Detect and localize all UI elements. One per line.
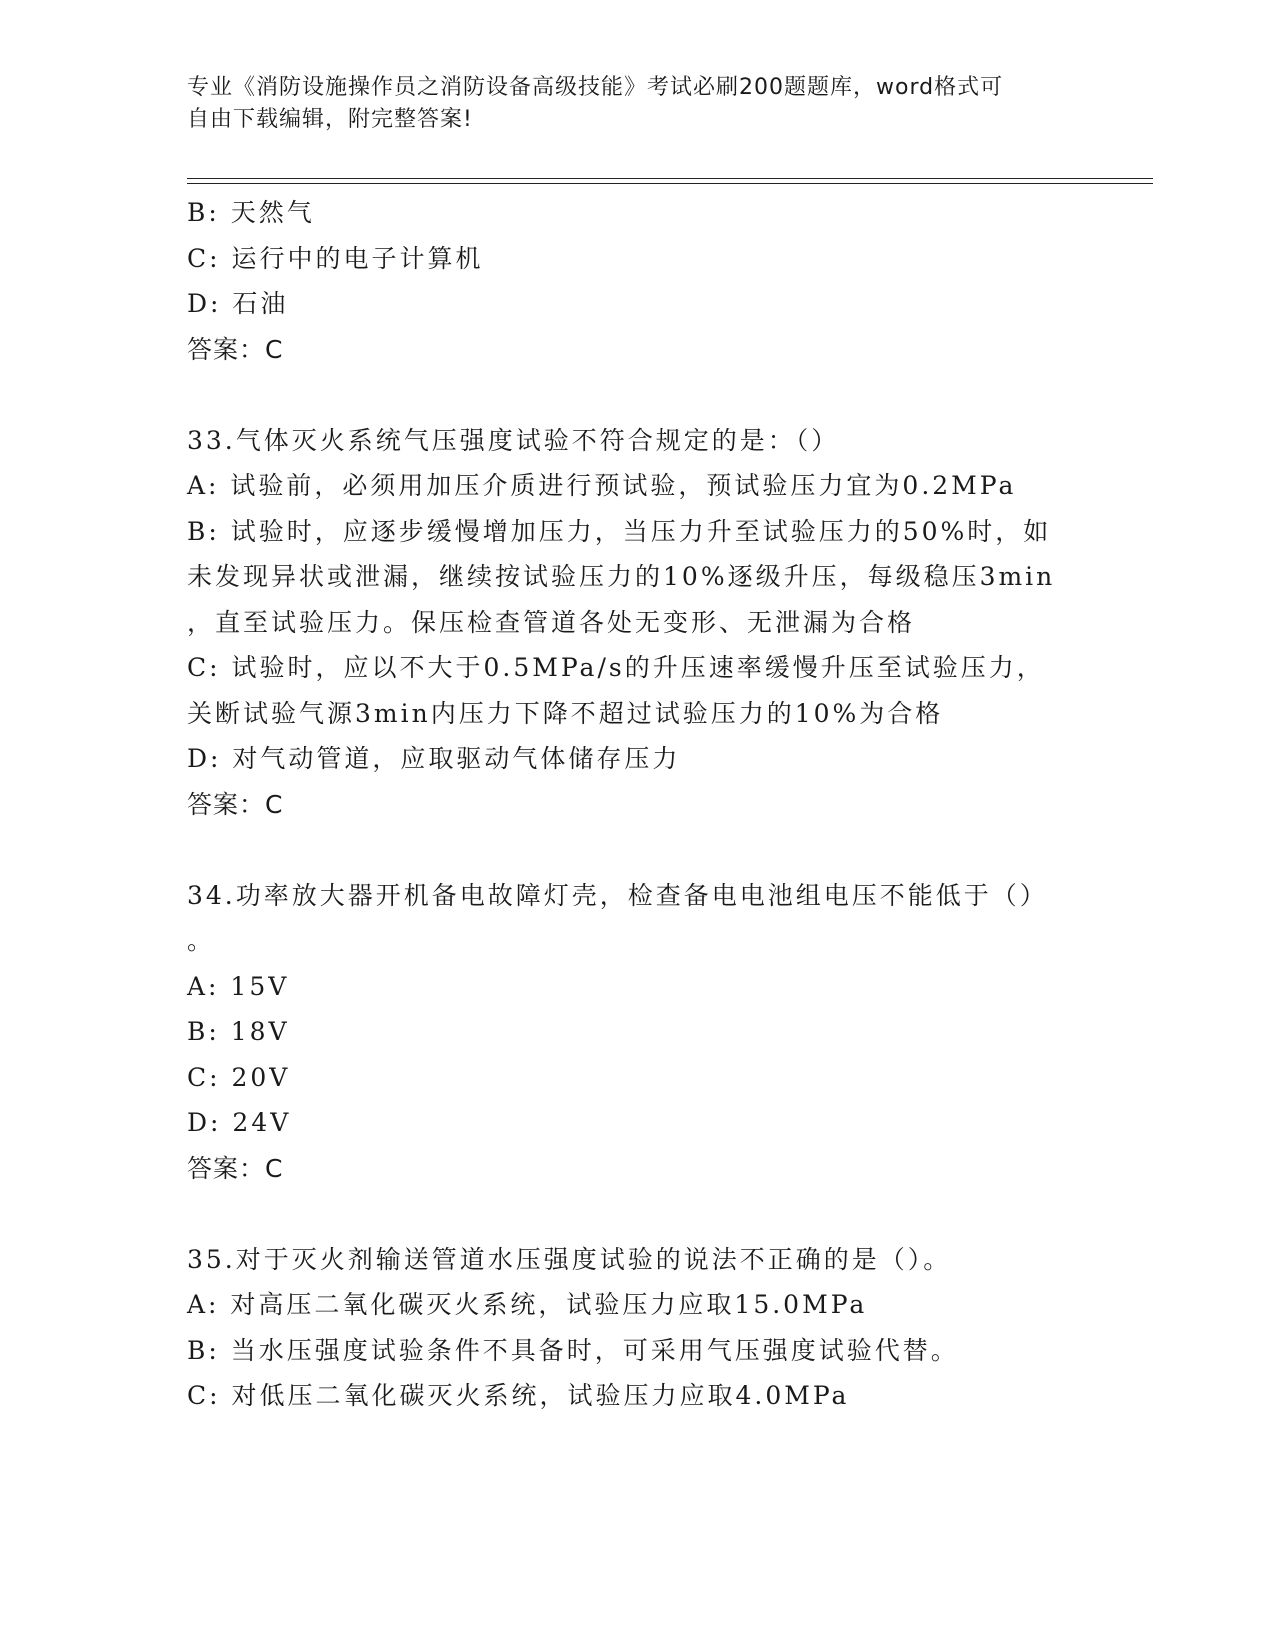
option-b-line-3: ，直至试验压力。保压检查管道各处无变形、无泄漏为合格 — [187, 607, 916, 637]
option-d: D: 24V — [187, 1108, 292, 1137]
question-34 — [187, 873, 1087, 1192]
option-c: C: 20V — [187, 1062, 291, 1092]
question-32 — [187, 190, 1087, 372]
question-stem: 35.对于灭火剂输送管道水压强度试验的说法不正确的是（）。 — [187, 1244, 952, 1274]
document-header — [187, 72, 1067, 136]
option-d: D: 石油 — [187, 289, 289, 318]
question-stem-line-2: 。 — [187, 926, 216, 955]
option-a: A: 15V — [187, 971, 290, 1001]
spacer — [187, 372, 1087, 418]
question-list — [187, 190, 1087, 1419]
question-stem: 33.气体灭火系统气压强度试验不符合规定的是：（） — [187, 425, 840, 455]
question-35 — [187, 1237, 1087, 1419]
header-divider-top — [187, 178, 1153, 179]
option-c-line-1: C: 试验时，应以不大于0.5MPa/s的升压速率缓慢升压至试验压力， — [187, 653, 1045, 682]
answer: 答案：C — [187, 1153, 284, 1183]
header-divider-bottom — [187, 183, 1153, 184]
option-b-line-1: B: 试验时，应逐步缓慢增加压力，当压力升至试验压力的50%时，如 — [187, 516, 1052, 546]
option-b-line-2: 未发现异状或泄漏，继续按试验压力的10%逐级升压，每级稳压3min — [187, 562, 1056, 591]
option-b: B: 18V — [187, 1017, 290, 1046]
question-stem-line-1: 34.功率放大器开机备电故障灯壳，检查备电电池组电压不能低于（） — [187, 880, 1048, 910]
option-b: B: 天然气 — [187, 198, 315, 227]
option-a: A: 对高压二氧化碳灭火系统，试验压力应取15.0MPa — [187, 1290, 868, 1319]
option-d: D: 对气动管道，应取驱动气体储存压力 — [187, 744, 681, 773]
option-b: B: 当水压强度试验条件不具备时，可采用气压强度试验代替。 — [187, 1335, 959, 1365]
answer: 答案：C — [187, 334, 284, 364]
option-a: A: 试验前，必须用加压介质进行预试验，预试验压力宜为0.2MPa — [187, 471, 1017, 500]
question-33 — [187, 418, 1087, 828]
answer: 答案：C — [187, 789, 284, 819]
header-line-2: 自由下载编辑，附完整答案! — [187, 107, 473, 132]
header-line-1: 专业《消防设施操作员之消防设备高级技能》考试必刷200题题库，word格式可 — [187, 75, 1004, 100]
option-c: C: 运行中的电子计算机 — [187, 243, 484, 273]
spacer — [187, 827, 1087, 873]
option-c-line-2: 关断试验气源3min内压力下降不超过试验压力的10%为合格 — [187, 698, 944, 728]
spacer — [187, 1191, 1087, 1237]
option-c: C: 对低压二氧化碳灭火系统，试验压力应取4.0MPa — [187, 1381, 850, 1410]
